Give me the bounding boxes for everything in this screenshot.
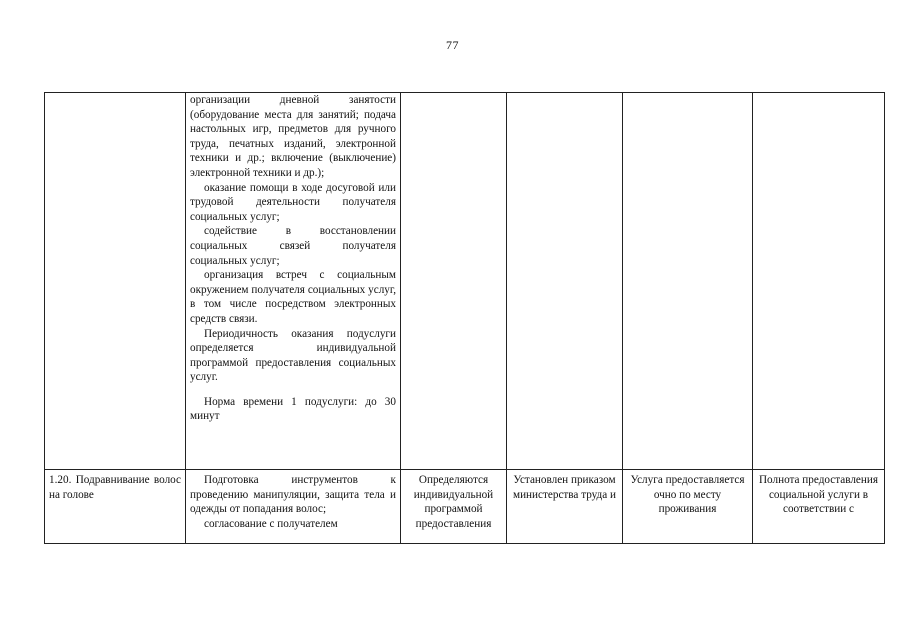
- table-row-1-20: [45, 470, 885, 544]
- description-paragraph: оказание помощи в ходе досуговой или трудовой деятельности получателя социальных услуг;: [190, 181, 396, 223]
- services-table: [44, 92, 885, 544]
- cell-conditions: Услуга предоставляется очно по месту проживания: [623, 470, 753, 544]
- cell-volume: Определяются индивидуальной программой предоставления: [401, 470, 507, 544]
- cell-conditions-empty: [623, 93, 753, 470]
- cell-service-name: 1.20. Подравнивание волос на голове: [45, 470, 186, 544]
- description-paragraph: согласование с получателем: [204, 517, 338, 530]
- cell-volume-empty: [401, 93, 507, 470]
- cell-cost: Установлен приказом министерства труда и: [507, 470, 623, 544]
- description-paragraph: организация встреч с социальным окружением получателя социальных услуг, в том числе посредством электронных средств связи.: [190, 269, 396, 325]
- table-row-continued: [45, 93, 885, 470]
- description-paragraph: содействие в восстановлении социальных связей получателя социальных услуг;: [190, 225, 396, 267]
- cell-description: [186, 470, 401, 544]
- cell-quality: Полнота предоставления социальной услуги в соответствии с: [753, 470, 885, 544]
- cell-cost-empty: [507, 93, 623, 470]
- cell-quality-empty: [753, 93, 885, 470]
- page-number: 77: [446, 38, 459, 52]
- description-paragraph: Норма времени 1 подуслуги: до 30 минут: [190, 395, 396, 423]
- description-paragraph: организации дневной занятости (оборудование места для занятий; подача настольных игр, предметов для ручного труда, печатных изданий, электронной техники и др.; включение (выключение) электронной техники и др.);: [190, 94, 396, 179]
- cell-description-continued: [186, 93, 401, 470]
- cell-name-empty: [45, 93, 186, 470]
- description-paragraph: Подготовка инструментов к проведению манипуляции, защита тела и одежды от попадания волос;: [190, 474, 396, 516]
- description-paragraph: Периодичность оказания подуслуги определяется индивидуальной программой предоставления социальных услуг.: [190, 327, 396, 384]
